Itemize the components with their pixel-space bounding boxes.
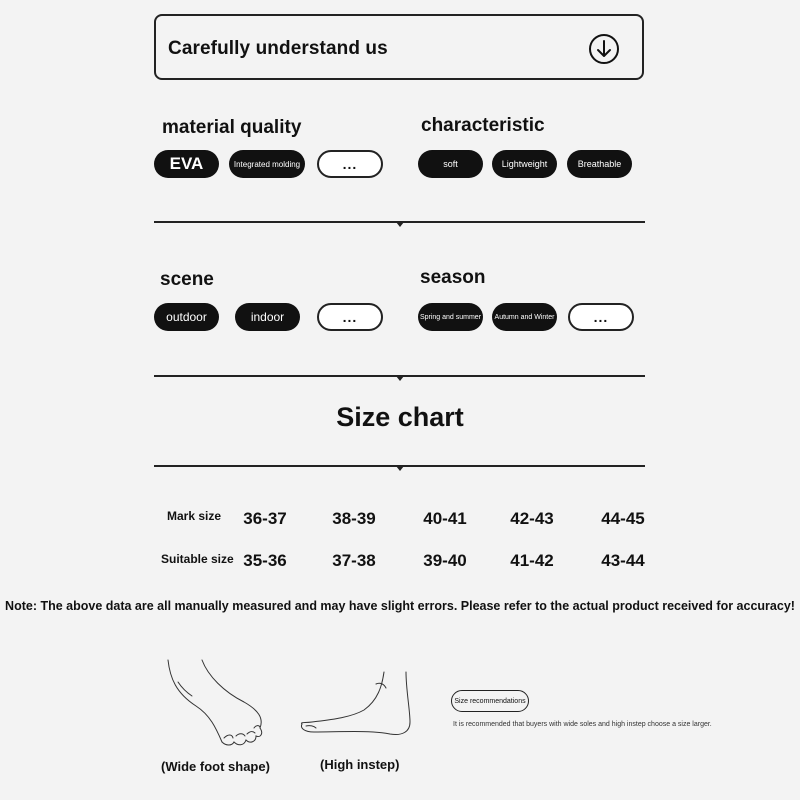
tag-integrated-molding: Integrated molding	[229, 150, 305, 178]
wide-foot-caption: (Wide foot shape)	[161, 759, 270, 774]
high-instep-caption: (High instep)	[320, 757, 400, 772]
divider	[154, 375, 645, 377]
mark-size-value: 38-39	[332, 509, 376, 528]
tag-more-material[interactable]: ...	[317, 150, 383, 178]
tag-autumn-winter: Autumn and Winter	[492, 303, 557, 331]
divider	[154, 465, 645, 467]
mark-size-value: 40-41	[423, 509, 467, 528]
suitable-size-value: 35-36	[243, 551, 287, 570]
tag-eva: EVA	[154, 150, 219, 178]
tag-more-season[interactable]: ...	[568, 303, 634, 331]
measurement-note: Note: The above data are all manually measured and may have slight errors. Please refer to the actual product received for accuracy!	[5, 599, 795, 613]
wide-foot-icon	[158, 658, 270, 748]
characteristic-title: characteristic	[421, 115, 545, 136]
size-chart-title: Size chart	[336, 402, 464, 432]
season-title: season	[420, 267, 486, 288]
tag-lightweight: Lightweight	[492, 150, 557, 178]
high-instep-icon	[298, 670, 416, 740]
mark-size-value: 42-43	[510, 509, 554, 528]
header-box[interactable]	[154, 14, 644, 80]
divider	[154, 221, 645, 223]
suitable-size-value: 39-40	[423, 551, 467, 570]
tag-more-scene[interactable]: ...	[317, 303, 383, 331]
download-circle-icon[interactable]	[588, 33, 620, 65]
suitable-size-value: 43-44	[601, 551, 645, 570]
tag-spring-summer: Spring and summer	[418, 303, 483, 331]
mark-size-label: Mark size	[167, 509, 222, 523]
scene-title: scene	[160, 269, 214, 290]
tag-soft: soft	[418, 150, 483, 178]
suitable-size-value: 37-38	[332, 551, 376, 570]
tag-breathable: Breathable	[567, 150, 632, 178]
mark-size-value: 36-37	[243, 509, 287, 528]
material-title: material quality	[162, 117, 302, 138]
mark-size-value: 44-45	[601, 509, 645, 528]
size-recommendation-text: It is recommended that buyers with wide soles and high instep choose a size larger.	[453, 721, 712, 728]
suitable-size-label: Suitable size	[161, 552, 234, 566]
header-title: Carefully understand us	[168, 38, 388, 59]
size-recommendation-badge: Size recommendations	[451, 690, 529, 712]
suitable-size-value: 41-42	[510, 551, 554, 570]
tag-indoor: indoor	[235, 303, 300, 331]
tag-outdoor: outdoor	[154, 303, 219, 331]
